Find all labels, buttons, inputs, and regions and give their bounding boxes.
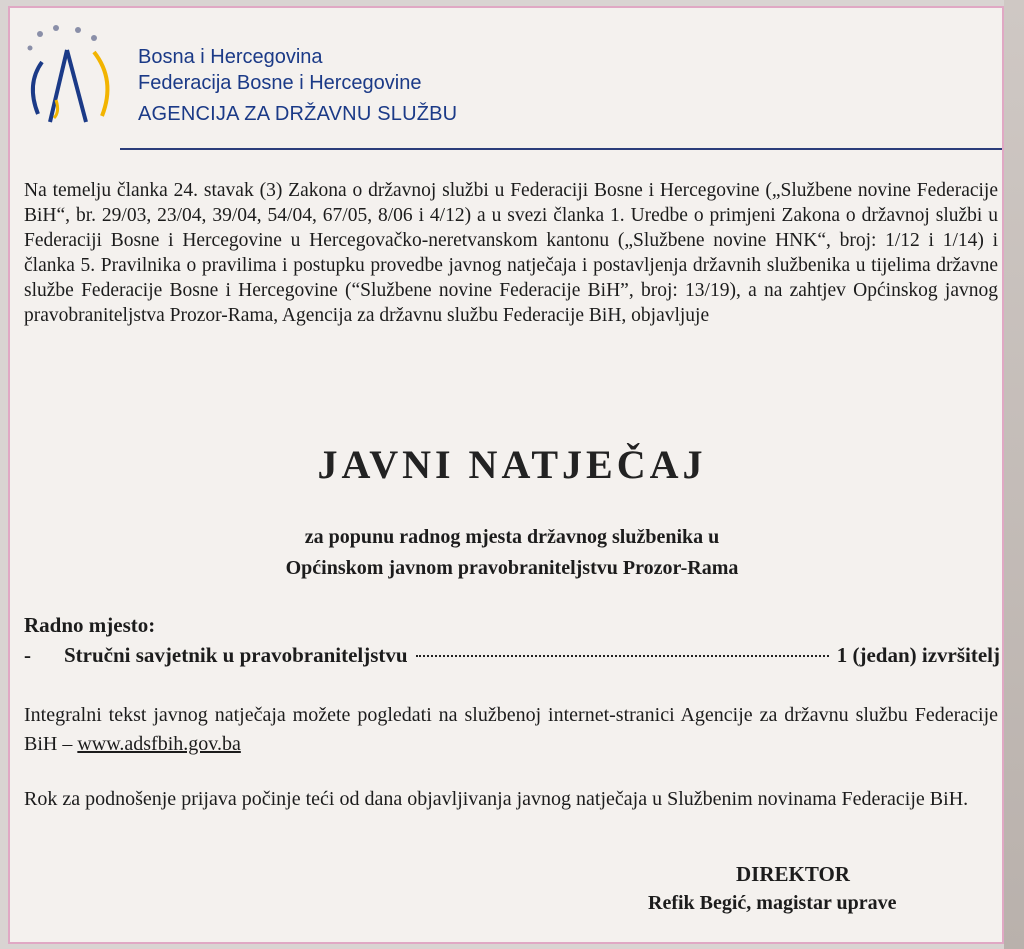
org-federation: Federacija Bosne i Hercegovine — [138, 72, 422, 94]
intro-paragraph: Na temelju članka 24. stavak (3) Zakona o državnoj službi u Federaciji Bosne i Hercegovine („Službene novine Federacije BiH“, br. 29/03, 23/04, 39/04, 54/04, 67/05, 8/06 i 4/12) a u svezi članka 1. Uredbe o primjeni Zakona o državnoj službi u Federaciji Bosne i Hercegovine u Hercegovačko-neretvanskom kantonu („Službene novine HNK“, broj: 1/12 i 1/14) i članka 5. Pravilnika o pravilima i postupku provedbe javnog natječaja i postavljenja državnih službenika u tijelima državne službe Federacije Bosne i Hercegovine (“Službene novine Federacije BiH”, broj: 13/19), a na zahtjev Općinskog javnog pravobraniteljstva Prozor-Rama, Agencija za državnu službu Federacije BiH, objavljuje — [24, 180, 998, 326]
position-dash: - — [24, 643, 31, 667]
deadline-paragraph: Rok za podnošenje prijava počinje teći od dana objavljivanja javnog natječaja u Službenim novinama Federacije BiH. — [24, 788, 969, 810]
position-label: Radno mjesto: — [24, 613, 156, 637]
info-paragraph — [24, 701, 998, 759]
agency-logo-icon — [20, 22, 120, 130]
notice-title: JAVNI NATJEČAJ — [317, 442, 707, 487]
subtitle-line-2: Općinskom javnom pravobraniteljstvu Prozor-Rama — [285, 557, 739, 579]
position-count: 1 (jedan) izvršitelj — [836, 643, 1000, 667]
position-name: Stručni savjetnik u pravobraniteljstvu — [64, 643, 408, 667]
notice-subtitle — [0, 522, 1024, 584]
subtitle-line-1: za popunu radnog mjesta državnog službenika u — [304, 526, 720, 548]
agency-website-link[interactable]: www.adsfbih.gov.ba — [77, 733, 241, 755]
org-agency: AGENCIJA ZA DRŽAVNU SLUŽBU — [138, 103, 458, 125]
leader-dots — [416, 655, 829, 657]
organization-name — [138, 44, 457, 128]
signature-title: DIREKTOR — [736, 862, 850, 886]
org-country: Bosna i Hercegovina — [138, 46, 323, 68]
header-divider — [120, 148, 1002, 150]
position-row — [24, 643, 1000, 673]
info-text: Integralni tekst javnog natječaja možete pogledati na službenoj internet-stranici Agencije za državnu službu Federacije BiH – — [24, 704, 998, 755]
signature-name: Refik Begić, magistar uprave — [648, 892, 897, 914]
